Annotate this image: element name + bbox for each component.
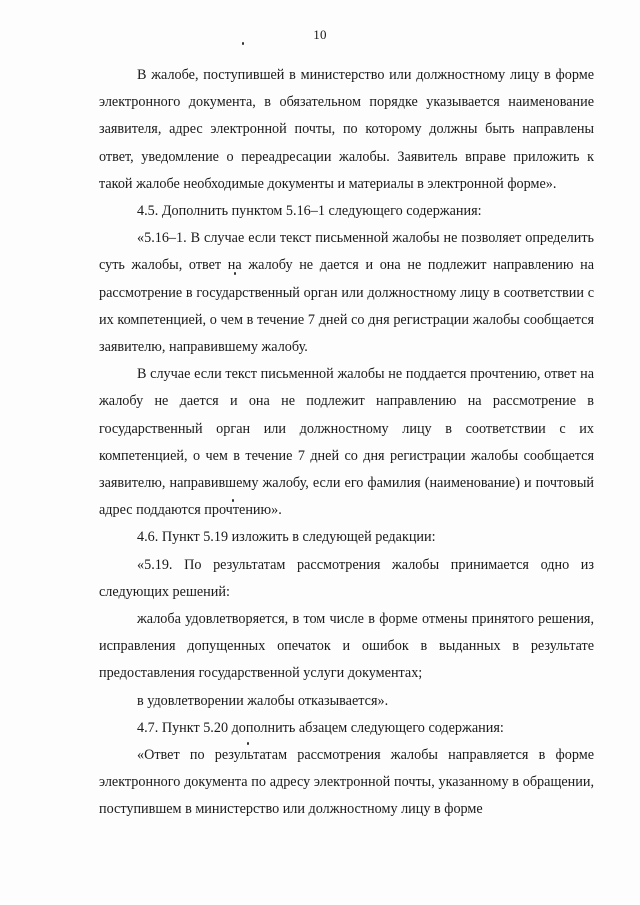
paragraph: 4.5. Дополнить пунктом 5.16–1 следующего содержания: [137,203,482,220]
paragraph: 4.7. Пункт 5.20 дополнить абзацем следующего содержания: [137,719,504,736]
paragraph: «5.19. По результатам рассмотрения жалобы принимается одно из следующих решений: [99,556,594,600]
paragraph: В жалобе, поступившей в министерство или должностному лицу в форме электронного документа, в обязательном порядке указывается наименование заявителя, адрес электронной почты, по которому должны быть направлены ответ, уведомление о переадресации жалобы. Заявитель вправе приложить к такой жалобе необходимые документы и материалы в электронной форме». [99,67,594,192]
paragraph: В случае если текст письменной жалобы не поддается прочтению, ответ на жалобу не дается и она не подлежит направлению на рассмотрение в государственный орган или должностному лицу в соответствии с их компетенцией, о чем в течение 7 дней со дня регистрации жалобы сообщается заявителю, направившему жалобу, если его фамилия (наименование) и почтовый адрес поддаются прочтению». [99,366,594,519]
paragraph: «Ответ по результатам рассмотрения жалобы направляется в форме электронного документа по адресу электронной почты, указанному в обращении, поступившем в министерство или должностному лицу в форме [99,747,594,818]
paragraph: жалоба удовлетворяется, в том числе в форме отмены принятого решения, исправления допущенных опечаток и ошибок в выданных в результате предоставления государственной услуги документах; [99,611,594,682]
scan-speck [242,42,244,45]
paragraph: в удовлетворении жалобы отказывается». [137,692,389,709]
paragraph: «5.16–1. В случае если текст письменной жалобы не позволяет определить суть жалобы, ответ на жалобу не дается и она не подлежит направлению на рассмотрение в государственный орган или должностному лицу в соответствии с их компетенцией, о чем в течение 7 дней со дня регистрации жалобы сообщается заявителю, направившему жалобу. [99,230,594,356]
paragraph: 4.6. Пункт 5.19 изложить в следующей редакции: [137,529,436,546]
page-number: 10 [313,27,327,42]
document-body [99,62,594,824]
